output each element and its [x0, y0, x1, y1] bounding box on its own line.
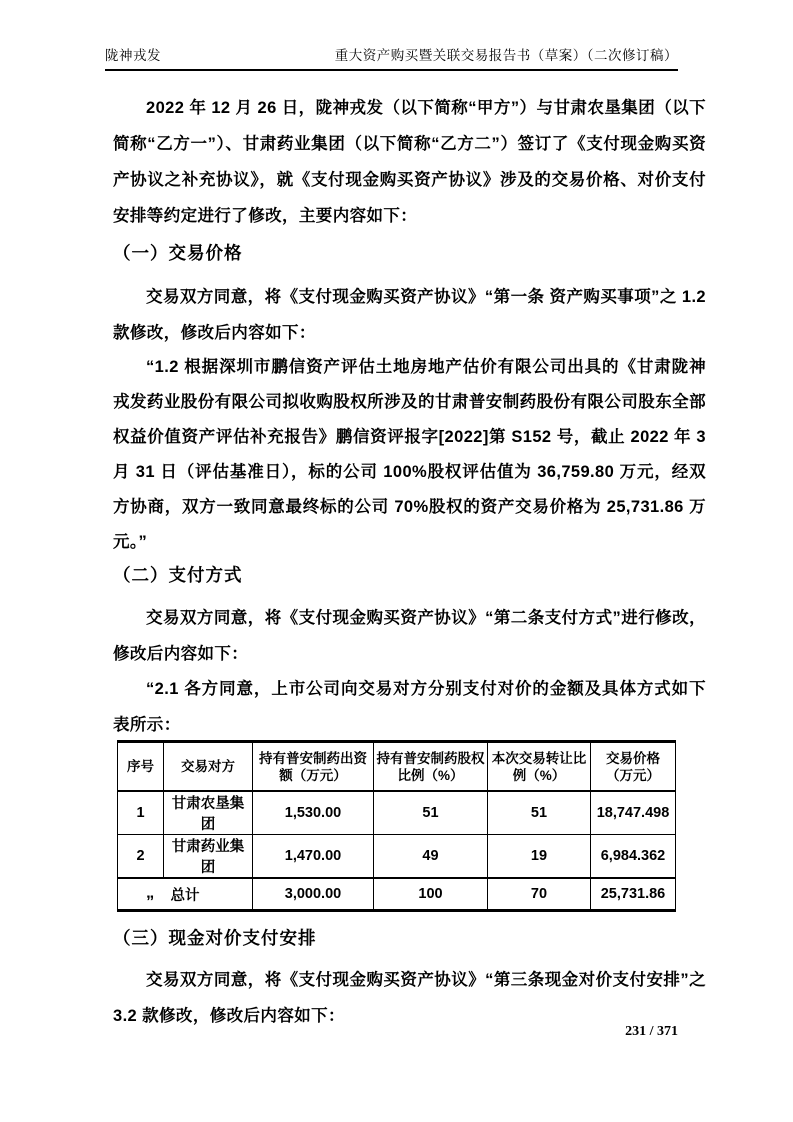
intro-paragraph: 2022 年 12 月 26 日，陇神戎发（以下简称“甲方”）与甘肃农垦集团（以下简称“乙方一”）、甘肃药业集团（以下简称“乙方二”）签订了《支付现金购买资产协议之补充协议》，就《支付现金购买资产协议》涉及的交易价格、对价支付安排等约定进行了修改，主要内容如下：	[113, 99, 706, 225]
section-3-heading: （三）现金对价支付安排	[113, 928, 317, 948]
table-cell-equity-ratio: 51	[374, 791, 488, 835]
table-header-capital: 持有普安制药出资额（万元）	[253, 742, 374, 792]
section-2-paragraph: 交易双方同意，将《支付现金购买资产协议》“第二条支付方式”进行修改，修改后内容如下：	[113, 609, 706, 663]
section-2-heading: （二）支付方式	[113, 565, 243, 585]
table-cell-seq: 2	[118, 835, 164, 879]
table-header-transfer-ratio: 本次交易转让比例（%）	[488, 742, 591, 792]
table-cell-seq: 1	[118, 791, 164, 835]
table-cell-equity-ratio: 49	[374, 835, 488, 879]
table-cell-total-capital: 3,000.00	[253, 878, 374, 911]
section-1-quoted-clause: “1.2 根据深圳市鹏信资产评估土地房地产估价有限公司出具的《甘肃陇神戎发药业股份有限公司拟收购股权所涉及的甘肃普安制药股份有限公司股东全部权益价值资产评估补充报告》鹏信资评报字[2022]第 S152 号，截止 2022 年 3 月 31 日（评估基准日），标的公司 100%股权评估值为 36,759.80 万元，经双方协商，双方一致同意最终标的公司 70%股权的资产交易价格为 25,731.86 万元。”	[113, 358, 706, 551]
table-cell-counterparty: 甘肃药业集团	[164, 835, 253, 879]
table-cell-total-transfer-ratio: 70	[488, 878, 591, 911]
table-cell-transfer-ratio: 19	[488, 835, 591, 879]
table-cell-transfer-ratio: 51	[488, 791, 591, 835]
table-header-equity-ratio: 持有普安制药股权比例（%）	[374, 742, 488, 792]
table-cell-price: 18,747.498	[591, 791, 676, 835]
table-cell-total-equity-ratio: 100	[374, 878, 488, 911]
payment-table-container	[117, 740, 676, 912]
table-row	[118, 791, 676, 835]
table-row	[118, 835, 676, 879]
table-cell-counterparty: 甘肃农垦集团	[164, 791, 253, 835]
section-1-heading: （一）交易价格	[113, 243, 243, 263]
table-closing-quote: ”	[146, 893, 155, 911]
table-cell-total-price: 25,731.86	[591, 878, 676, 911]
table-cell-capital: 1,470.00	[253, 835, 374, 879]
table-header-counterparty: 交易对方	[164, 742, 253, 792]
section-3-paragraph: 交易双方同意，将《支付现金购买资产协议》“第三条现金对价支付安排”之 3.2 款修改，修改后内容如下：	[113, 971, 706, 1025]
table-cell-price: 6,984.362	[591, 835, 676, 879]
table-header-row	[118, 742, 676, 792]
table-cell-capital: 1,530.00	[253, 791, 374, 835]
page-header	[105, 44, 678, 71]
section-1-paragraph: 交易双方同意，将《支付现金购买资产协议》“第一条 资产购买事项”之 1.2 款修改，修改后内容如下：	[113, 288, 706, 342]
section-2-quoted-clause: “2.1 各方同意，上市公司向交易对方分别支付对价的金额及具体方式如下表所示：	[113, 680, 706, 734]
table-header-seq: 序号	[118, 742, 164, 792]
table-header-price: 交易价格（万元）	[591, 742, 676, 792]
payment-table	[117, 740, 676, 912]
header-company-short-name: 陇神戎发	[105, 48, 161, 63]
page-number: 231 / 371	[625, 1024, 678, 1039]
header-report-title: 重大资产购买暨关联交易报告书（草案）（二次修订稿）	[334, 48, 678, 63]
table-cell-total-label: 总计	[118, 878, 253, 911]
